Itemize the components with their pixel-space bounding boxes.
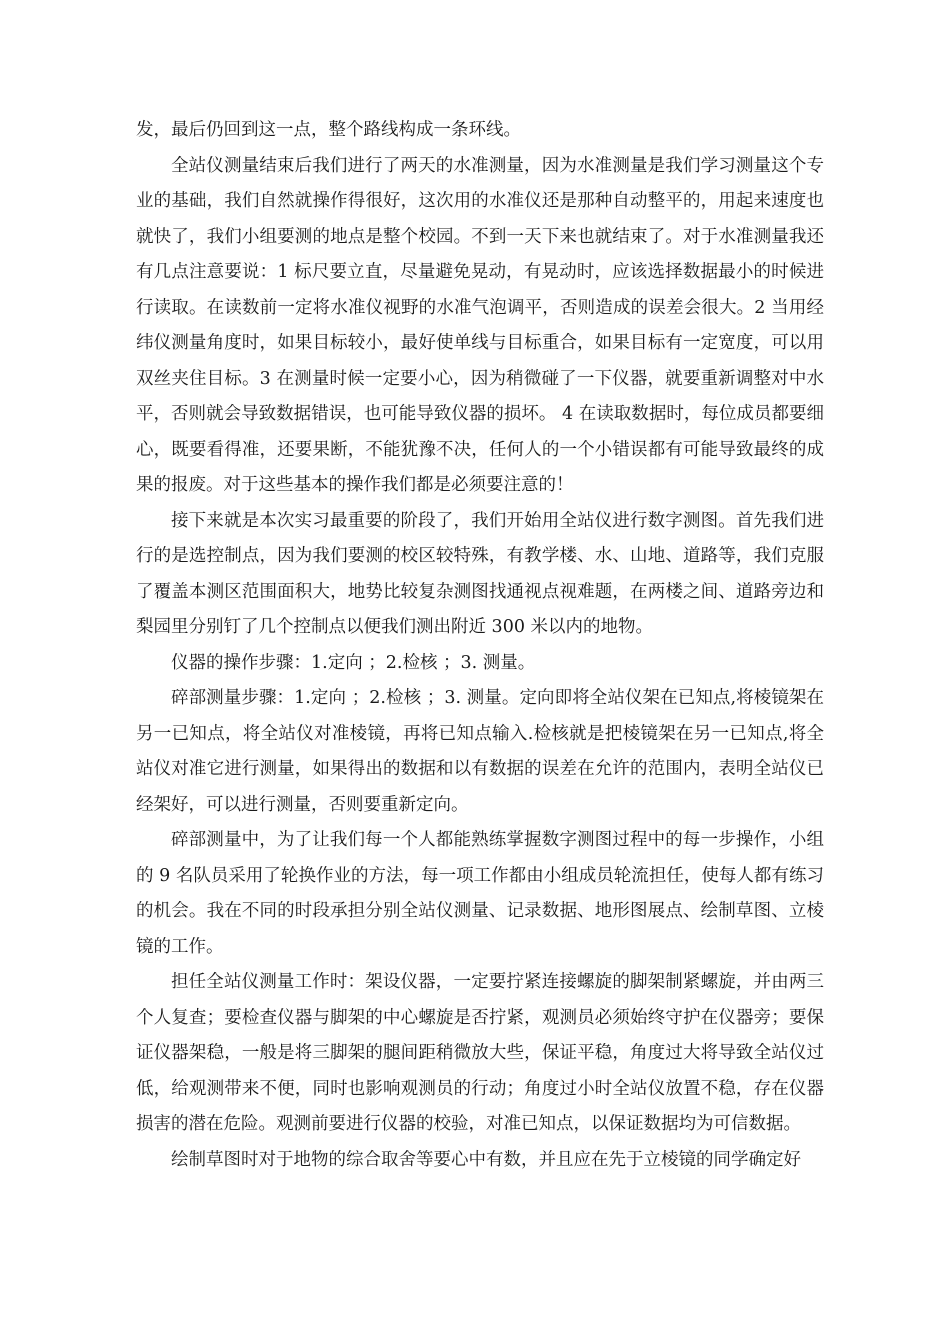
paragraph-rotation-method: 碎部测量中，为了让我们每一个人都能熟练掌握数字测图过程中的每一步操作，小组的 9 名队员采用了轮换作业的方法，每一项工作都由小组成员轮流担任，使每人都有练习的机会。我在不同的时段承担分别全站仪测量、记录数据、地形图展点、绘制草图、立棱镜的工作。 [136,830,824,957]
paragraph-continuation: 发，最后仍回到这一点，整个路线构成一条环线。 [136,120,521,140]
paragraph-total-station-duty: 担任全站仪测量工作时：架设仪器，一定要拧紧连接螺旋的脚架制紧螺旋，并由两三个人复查；要检查仪器与脚架的中心螺旋是否拧紧，观测员必须始终守护在仪器旁；要保证仪器架稳，一般是将三脚架的腿间距稍微放大些，保证平稳，角度过大将导致全站仪过低，给观测带来不便，同时也影响观测员的行动；角度过小时全站仪放置不稳，存在仪器损害的潜在危险。观测前要进行仪器的校验，对准已知点，以保证数据均为可信数据。 [136,972,824,1134]
document-body [136,113,824,1178]
paragraph-detail-survey-steps: 碎部测量步骤：1.定向 ；2.检核 ；3. 测量。定向即将全站仪架在已知点,将棱镜架在另一已知点，将全站仪对准棱镜，再将已知点输入.检核就是把棱镜架在另一已知点,将全站仪对准它进行测量，如果得出的数据和以有数据的误差在允许的范围内，表明全站仪已经架好，可以进行测量，否则要重新定向。 [136,688,824,815]
paragraph-sketch-drawing: 绘制草图时对于地物的综合取舍等要心中有数，并且应在先于立棱镜的同学确定好 [171,1149,801,1170]
paragraph-instrument-steps: 仪器的操作步骤：1.定向 ；2.检核 ；3. 测量。 [171,652,536,673]
paragraph-leveling-survey: 全站仪测量结束后我们进行了两天的水准测量，因为水准测量是我们学习测量这个专业的基础，我们自然就操作得很好，这次用的水准仪还是那种自动整平的，用起来速度也就快了，我们小组要测的地点是整个校园。不到一天下来也就结束了。对于水准测量我还有几点注意要说：1 标尺要立直，尽量避免晃动，有晃动时，应该选择数据最小的时候进行读取。在读数前一定将水准仪视野的水准气泡调平，否则造成的误差会很大。2 当用经纬仪测量角度时，如果目标较小，最好使单线与目标重合，如果目标有一定宽度，可以用双丝夹住目标。3 在测量时候一定要小心，因为稍微碰了一下仪器，就要重新调整对中水平，否则就会导致数据错误，也可能导致仪器的损坏。 4 在读取数据时，每位成员都要细心，既要看得准，还要果断，不能犹豫不决，任何人的一个小错误都有可能导致最终的成果的报废。对于这些基本的操作我们都是必须要注意的！ [136,155,824,495]
paragraph-digital-mapping: 接下来就是本次实习最重要的阶段了，我们开始用全站仪进行数字测图。首先我们进行的是选控制点，因为我们要测的校区较特殊，有教学楼、水、山地、道路等，我们克服了覆盖本测区范围面积大，地势比较复杂测图找通视点视难题，在两楼之间、道路旁边和梨园里分别钉了几个控制点以便我们测出附近 300 米以内的地物。 [136,510,824,637]
